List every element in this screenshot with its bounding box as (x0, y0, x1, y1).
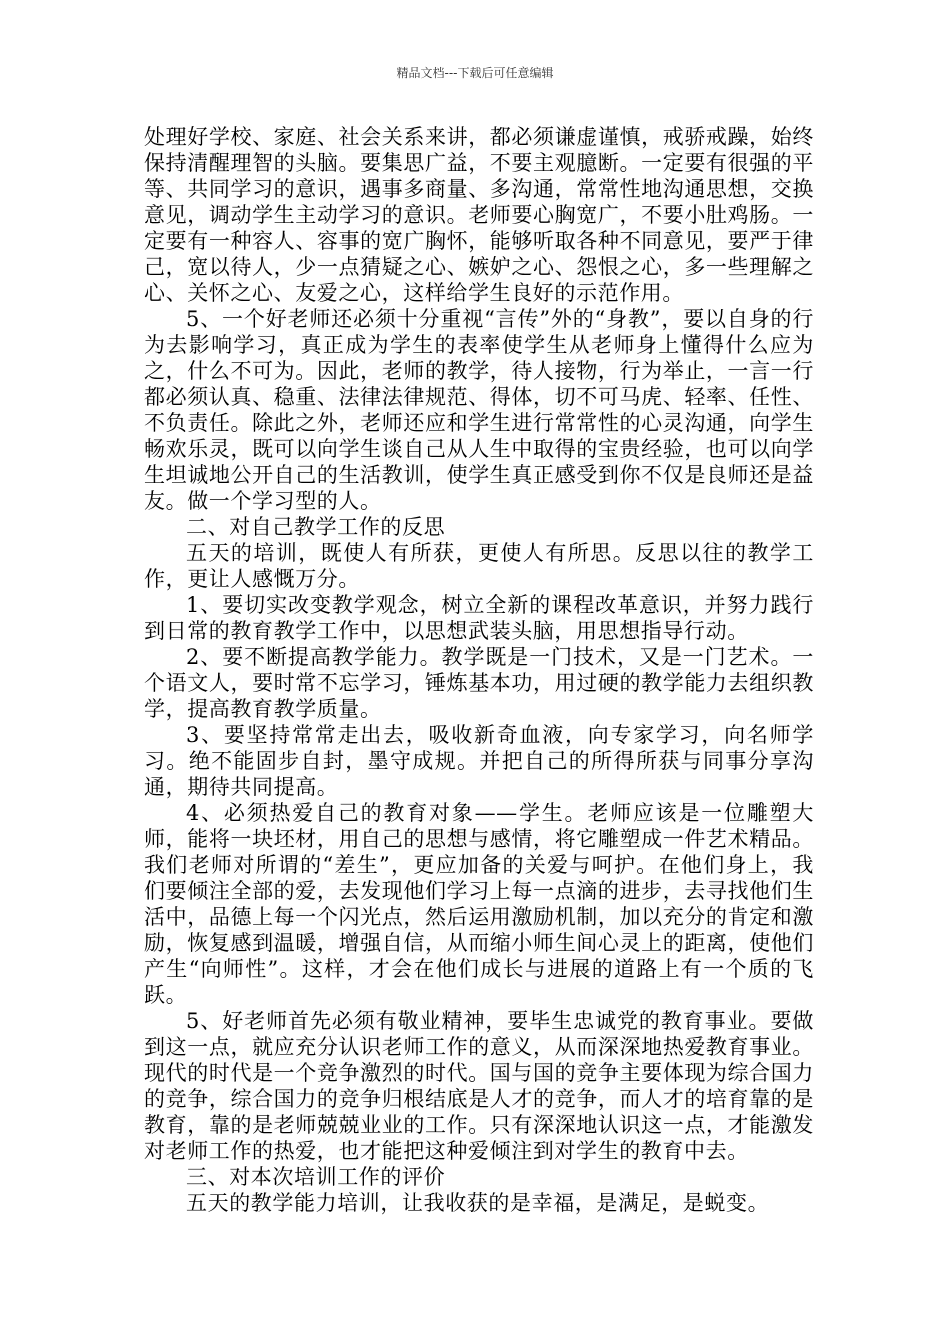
page-header: 精品文档---下载后可任意编辑 (396, 66, 554, 80)
paragraph-item-5-body-teaching: 5、一个好老师还必须十分重视“言传”外的“身教”，要以自身的行为去影响学习，真正成为学生的表率使学生从老师身上懂得什么应为之，什么不可为。因此，老师的教学，待人接物，行为举止，一言一行都必须认真、稳重、法律法律规范、得体，切不可马虎、轻率、任性、不负责任。除此之外，老师还应和学生进行常常性的心灵沟通，向学生畅欢乐灵，既可以向学生谈自己从人生中取得的宝贵经验，也可以向学生坦诚地公开自己的生活教训，使学生真正感受到你不仅是良师还是益友。做一个学习型的人。 (144, 307, 814, 513)
paragraph-reflection-intro: 五天的培训，既使人有所获，更使人有所思。反思以往的教学工作，更让人感慨万分。 (144, 541, 814, 591)
section-heading-evaluation: 三、对本次培训工作的评价 (186, 1165, 446, 1189)
document-body (144, 124, 814, 1216)
paragraph-item-5-dedication: 5、好老师首先必须有敬业精神，要毕生忠诚党的教育事业。要做到这一点，就应充分认识老师工作的意义，从而深深地热爱教育事业。现代的时代是一个竞争激烈的时代。国与国的竞争主要体现为综合国力的竞争，综合国力的竞争归根结底是人才的竞争，而人才的培育靠的是教育，靠的是老师兢兢业业的工作。只有深深地认识这一点，才能激发对老师工作的热爱，也才能把这种爱倾注到对学生的教育中去。 (144, 1009, 814, 1163)
paragraph-item-4: 4、必须热爱自己的教育对象——学生。老师应该是一位雕塑大师，能将一块坯材，用自己的思想与感情，将它雕塑成一件艺术精品。我们老师对所谓的“差生”，更应加备的关爱与呵护。在他们身上，我们要倾注全部的爱，去发现他们学习上每一点滴的进步，去寻找他们生活中，品德上每一个闪光点，然后运用激励机制，加以充分的肯定和激励，恢复感到温暖，增强自信，从而缩小师生间心灵上的距离，使他们产生“向师性”。这样，才会在他们成长与进展的道路上有一个质的飞跃。 (144, 801, 814, 1007)
section-heading-reflection: 二、对自己教学工作的反思 (186, 515, 446, 539)
paragraph-item-2: 2、要不断提高教学能力。教学既是一门技术，又是一门艺术。一个语文人，要时常不忘学习，锤炼基本功，用过硬的教学能力去组织教学，提高教育教学质量。 (144, 645, 814, 721)
paragraph-item-3: 3、要坚持常常走出去，吸收新奇血液，向专家学习，向名师学习。绝不能固步自封，墨守成规。并把自己的所得所获与同事分享沟通，期待共同提高。 (144, 723, 814, 799)
paragraph-evaluation-intro: 五天的教学能力培训，让我收获的是幸福，是满足，是蜕变。 (186, 1191, 770, 1215)
paragraph-continuation: 处理好学校、家庭、社会关系来讲，都必须谦虚谨慎，戒骄戒躁，始终保持清醒理智的头脑。要集思广益，不要主观臆断。一定要有很强的平等、共同学习的意识，遇事多商量、多沟通，常常性地沟通思想，交换意见，调动学生主动学习的意识。老师要心胸宽广，不要小肚鸡肠。一定要有一种容人、容事的宽广胸怀，能够听取各种不同意见，要严于律己，宽以待人，少一点猜疑之心、嫉妒之心、怨恨之心，多一些理解之心、关怀之心、友爱之心，这样给学生良好的示范作用。 (144, 125, 814, 305)
paragraph-item-1: 1、要切实改变教学观念，树立全新的课程改革意识，并努力践行到日常的教育教学工作中，以思想武装头脑，用思想指导行动。 (144, 593, 814, 643)
